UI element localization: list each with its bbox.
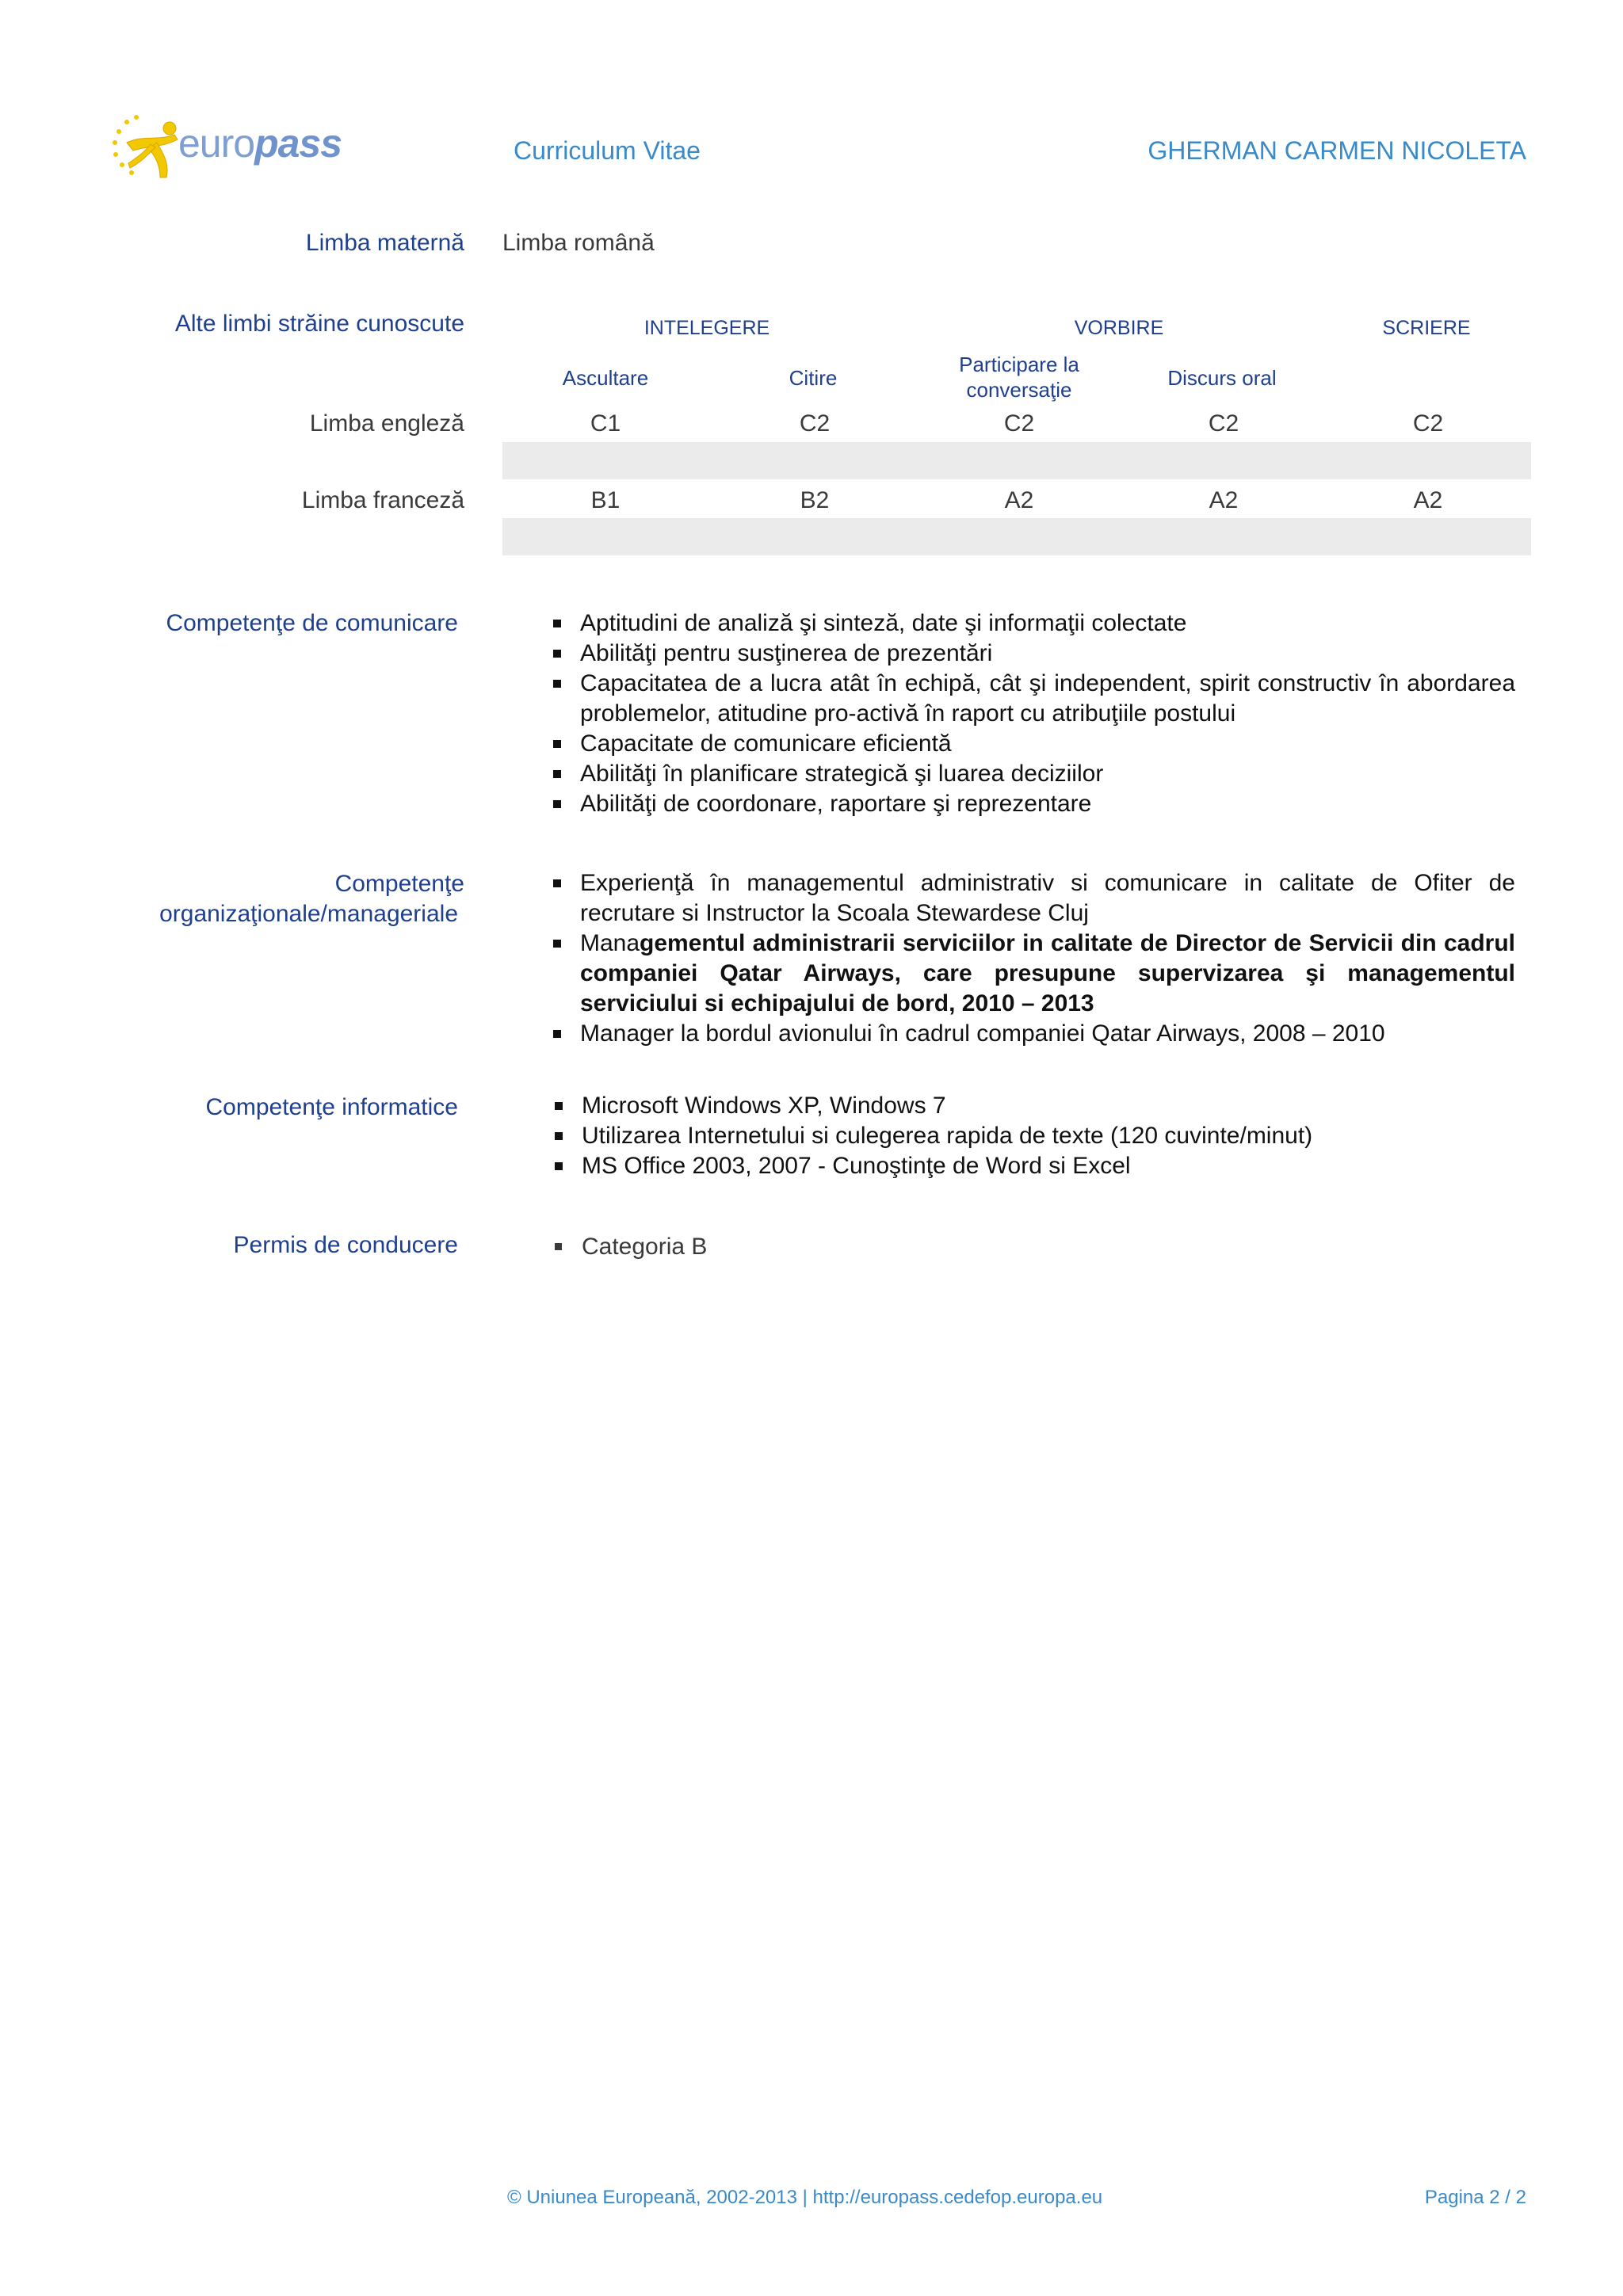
list-item: Capacitate de comunicare eficientă	[545, 729, 1515, 759]
level-english-reading: C2	[799, 410, 831, 437]
mother-tongue-label: Limba maternă	[305, 230, 464, 256]
organizational-skills-list	[545, 868, 1515, 1049]
level-english-writing: C2	[1412, 410, 1444, 437]
level-english-interaction: C2	[1003, 410, 1035, 437]
mother-tongue-value: Limba română	[502, 230, 655, 256]
list-item: Utilizarea Internetului si culegerea rapida de texte (120 cuvinte/minut)	[547, 1121, 1517, 1151]
level-french-interaction: A2	[1004, 487, 1034, 513]
driving-licence-label: Permis de conducere	[233, 1232, 458, 1258]
list-item: Aptitudini de analiză şi sinteză, date şi informaţii colectate	[545, 608, 1515, 639]
level-english-listening: C1	[590, 410, 621, 437]
sub-interaction: Participare la conversaţie	[959, 353, 1079, 402]
certificate-row-french	[502, 518, 1531, 555]
other-languages-label: Alte limbi străine cunoscute	[174, 311, 464, 337]
list-item: Categoria B	[547, 1232, 1517, 1262]
organizational-skills-label: Competenţe organizaţionale/manageriale	[159, 871, 464, 927]
computer-skills-label: Competenţe informatice	[205, 1094, 458, 1120]
language-name-french: Limba franceză	[301, 487, 464, 513]
language-name-english: Limba engleză	[309, 410, 464, 437]
europass-wordmark: europass	[178, 121, 342, 166]
driving-licence-list	[547, 1232, 1517, 1262]
group-speaking: VORBIRE	[1074, 317, 1164, 339]
list-item: Experienţă în managementul administrativ si comunicare in calitate de Ofiter de recrutare si Instructor la Scoala Stewardese Cluj	[545, 868, 1515, 929]
level-french-writing: A2	[1413, 487, 1443, 513]
list-item: Abilităţi de coordonare, raportare şi reprezentare	[545, 789, 1515, 819]
communication-skills-label: Competenţe de comunicare	[166, 610, 458, 636]
document-title: Curriculum Vitae	[514, 136, 701, 165]
footer-page-number: Pagina 2 / 2	[1424, 2187, 1526, 2208]
sub-reading: Citire	[789, 366, 838, 390]
computer-skills-list	[547, 1091, 1517, 1181]
level-french-listening: B1	[590, 487, 621, 513]
sub-listening: Ascultare	[562, 366, 649, 390]
list-item: Microsoft Windows XP, Windows 7	[547, 1091, 1517, 1121]
person-name: GHERMAN CARMEN NICOLETA	[1148, 136, 1526, 165]
certificate-row-english	[502, 442, 1531, 479]
group-understanding: INTELEGERE	[643, 317, 770, 339]
list-item: MS Office 2003, 2007 - Cunoştinţe de Word si Excel	[547, 1151, 1517, 1181]
level-english-production: C2	[1208, 410, 1239, 437]
list-item: Manager la bordul avionului în cadrul companiei Qatar Airways, 2008 – 2010	[545, 1019, 1515, 1049]
list-item: Managementul administrarii serviciilor in calitate de Director de Servicii din cadrul companiei Qatar Airways, care presupune supervizarea şi managementul serviciului si echipajului de bord, 2010 – 2013	[545, 929, 1515, 1019]
list-item: Abilităţi pentru susţinerea de prezentări	[545, 639, 1515, 669]
footer-copyright: © Uniunea Europeană, 2002-2013 | http://europass.cedefop.europa.eu	[507, 2187, 1103, 2208]
list-item: Capacitatea de a lucra atât în echipă, cât şi independent, spirit constructiv în abordarea problemelor, atitudine pro-activă în raport cu atribuţiile postului	[545, 669, 1515, 729]
level-french-reading: B2	[800, 487, 830, 513]
sub-production: Discurs oral	[1167, 366, 1277, 390]
level-french-production: A2	[1209, 487, 1239, 513]
communication-skills-list	[545, 608, 1515, 819]
list-item: Abilităţi în planificare strategică şi luarea deciziilor	[545, 759, 1515, 789]
group-writing: SCRIERE	[1382, 317, 1471, 339]
